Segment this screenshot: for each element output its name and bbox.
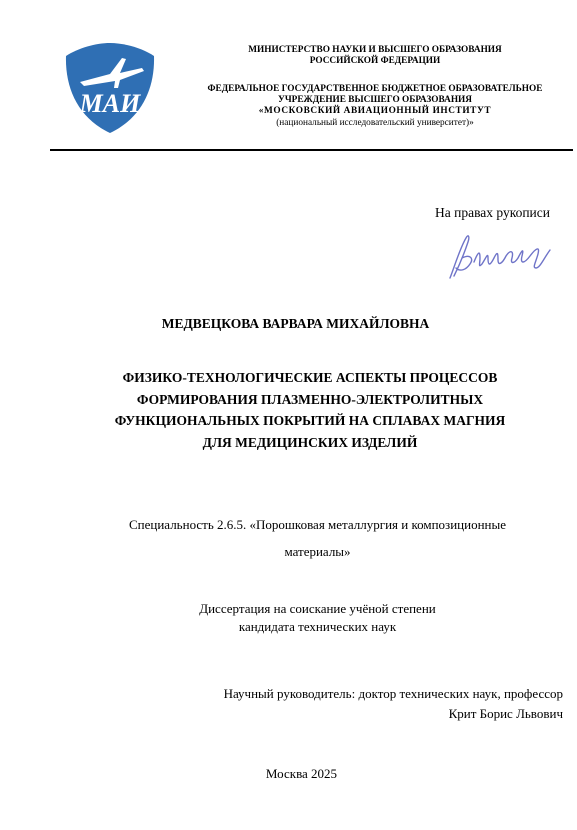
logo-text: МАИ [79,89,141,118]
institution-line-1: ФЕДЕРАЛЬНОЕ ГОСУДАРСТВЕННОЕ БЮДЖЕТНОЕ ОБРАЗОВАТЕЛЬНОЕ [207,84,543,94]
logo-shield [66,43,154,133]
institution-line-2: УЧРЕЖДЕНИЕ ВЫСШЕГО ОБРАЗОВАНИЯ [278,95,472,105]
manuscript-rights: На правах рукописи [434,205,550,220]
specialty-line-1: Специальность 2.6.5. «Порошковая металлургия и композиционные [129,517,506,532]
title-line: ФИЗИКО-ТЕХНОЛОГИЧЕСКИЕ АСПЕКТЫ ПРОЦЕССОВ [122,370,498,385]
title-line: ФОРМИРОВАНИЯ ПЛАЗМЕННО-ЭЛЕКТРОЛИТНЫХ [136,391,484,407]
degree-statement [60,600,575,636]
specialty-line-2: материалы» [284,544,351,559]
degree-line-1: Диссертация на соискание учёной степени [199,601,436,616]
city-year: Москва 2025 [265,766,338,781]
supervisor-name: Крит Борис Львович [448,706,563,721]
header-divider [50,149,573,151]
author-name: МЕДВЕЦКОВА ВАРВАРА МИХАЙЛОВНА [161,316,430,331]
degree-line-2: кандидата технических наук [238,619,397,634]
institution-name: «МОСКОВСКИЙ АВИАЦИОННЫЙ ИНСТИТУТ [258,106,492,116]
title-line: ДЛЯ МЕДИЦИНСКИХ ИЗДЕЛИЙ [202,434,418,450]
dissertation-title [60,367,560,453]
signature-image [440,228,560,284]
supervisor-title: Научный руководитель: доктор технических наук, профессор [223,686,563,701]
title-line: ФУНКЦИОНАЛЬНЫХ ПОКРЫТИЙ НА СПЛАВАХ МАГНИЯ [114,413,506,428]
ministry-line-2: РОССИЙСКОЙ ФЕДЕРАЦИИ [309,56,441,66]
specialty [60,511,575,565]
institution-subtitle: (национальный исследовательский университет)» [276,118,474,128]
ministry-line-1: МИНИСТЕРСТВО НАУКИ И ВЫСШЕГО ОБРАЗОВАНИЯ [248,45,502,55]
mai-logo [62,40,158,136]
